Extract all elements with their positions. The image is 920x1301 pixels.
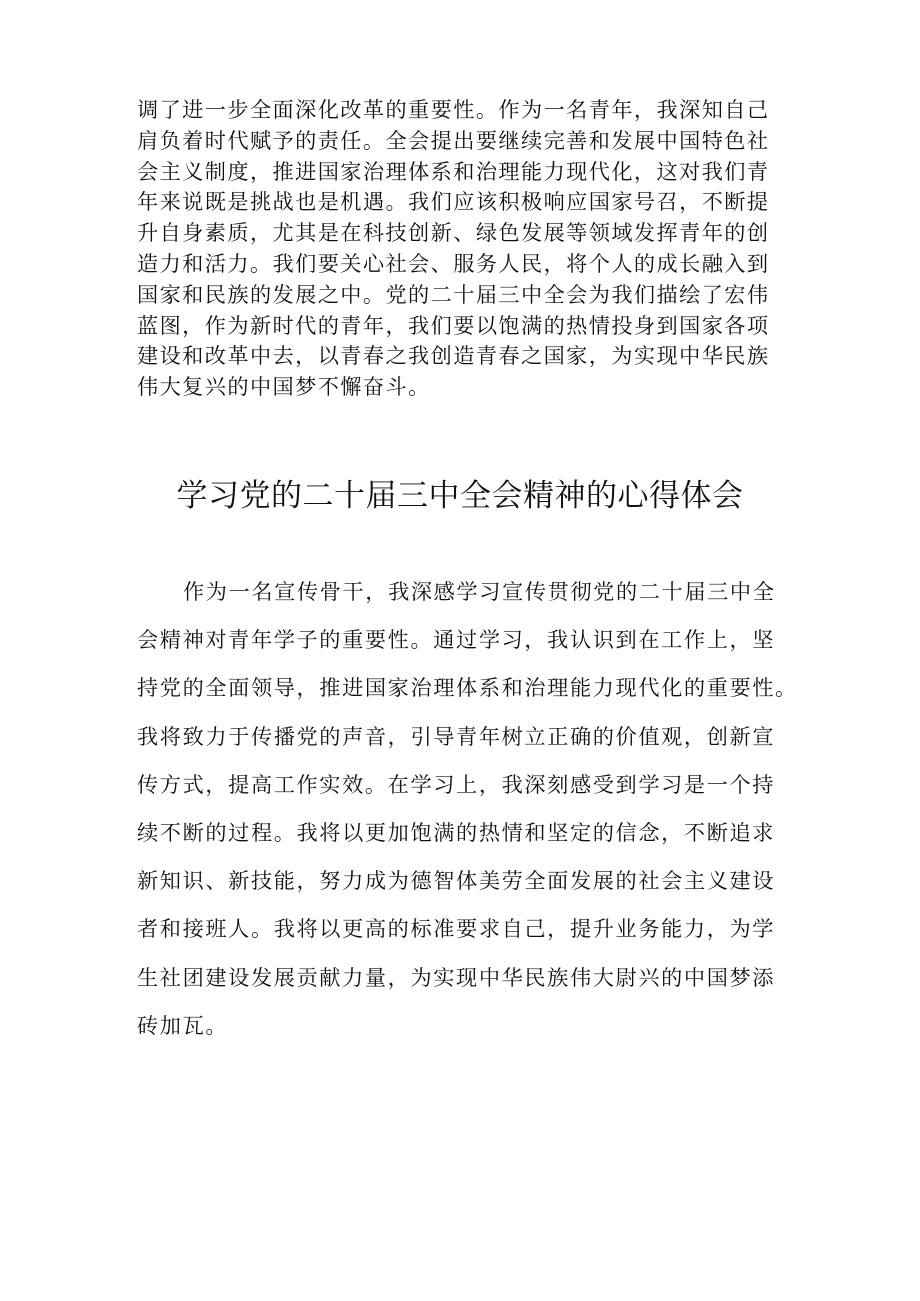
paragraph-line: 新知识、新技能，努力成为德智体美劳全面发展的社会主义建设 <box>137 868 776 894</box>
paragraph-line: 传方式，提高工作实效。在学习上，我深刻感受到学习是一个持 <box>137 771 776 797</box>
paragraph-line: 建设和改革中去，以青春之我创造青春之国家，为实现中华民族 <box>137 343 770 369</box>
paragraph-line: 生社团建设发展贡献力量，为实现中华民族伟大尉兴的中国梦添 <box>137 964 776 990</box>
paragraph-line: 持党的全面领导，推进国家治理体系和治理能力现代化的重要性。 <box>137 675 798 701</box>
paragraph-line: 会主义制度，推进国家治理体系和治理能力现代化，这对我们青 <box>137 158 770 184</box>
paragraph-line: 升自身素质，尤其是在科技创新、绿色发展等领域发挥青年的创 <box>137 220 770 246</box>
paragraph-line: 砖加瓦。 <box>137 1012 229 1038</box>
paragraph-line: 肩负着时代赋予的责任。全会提出要继续完善和发展中国特色社 <box>137 127 770 153</box>
article-title: 学习党的二十届三中全会精神的心得体会 <box>176 478 744 514</box>
paragraph-line: 造力和活力。我们要关心社会、服务人民，将个人的成长融入到 <box>137 250 770 276</box>
paragraph-line: 续不断的过程。我将以更加饱满的热情和坚定的信念，不断追求 <box>137 820 776 846</box>
paragraph-line: 蓝图，作为新时代的青年，我们要以饱满的热情投身到国家各项 <box>137 312 770 338</box>
paragraph-line: 者和接班人。我将以更高的标准要求自己，提升业务能力，为学 <box>137 916 776 942</box>
continued-paragraph <box>137 95 787 403</box>
paragraph-line: 调了进一步全面深化改革的重要性。作为一名青年，我深知自己 <box>137 97 770 122</box>
article-paragraph <box>137 568 797 1050</box>
paragraph-line: 我将致力于传播党的声音，引导青年树立正确的价值观，创新宣 <box>137 723 776 749</box>
paragraph-line: 年来说既是挑战也是机遇。我们应该积极响应国家号召，不断提 <box>137 189 770 215</box>
paragraph-line: 国家和民族的发展之中。党的二十届三中全会为我们描绘了宏伟 <box>137 281 770 307</box>
paragraph-line: 会精神对青年学子的重要性。通过学习，我认识到在工作上，坚 <box>137 627 776 653</box>
paragraph-line: 作为一名宣传骨干，我深感学习宣传贯彻党的二十届三中全 <box>183 579 776 604</box>
paragraph-line: 伟大复兴的中国梦不懈奋斗。 <box>137 374 431 400</box>
